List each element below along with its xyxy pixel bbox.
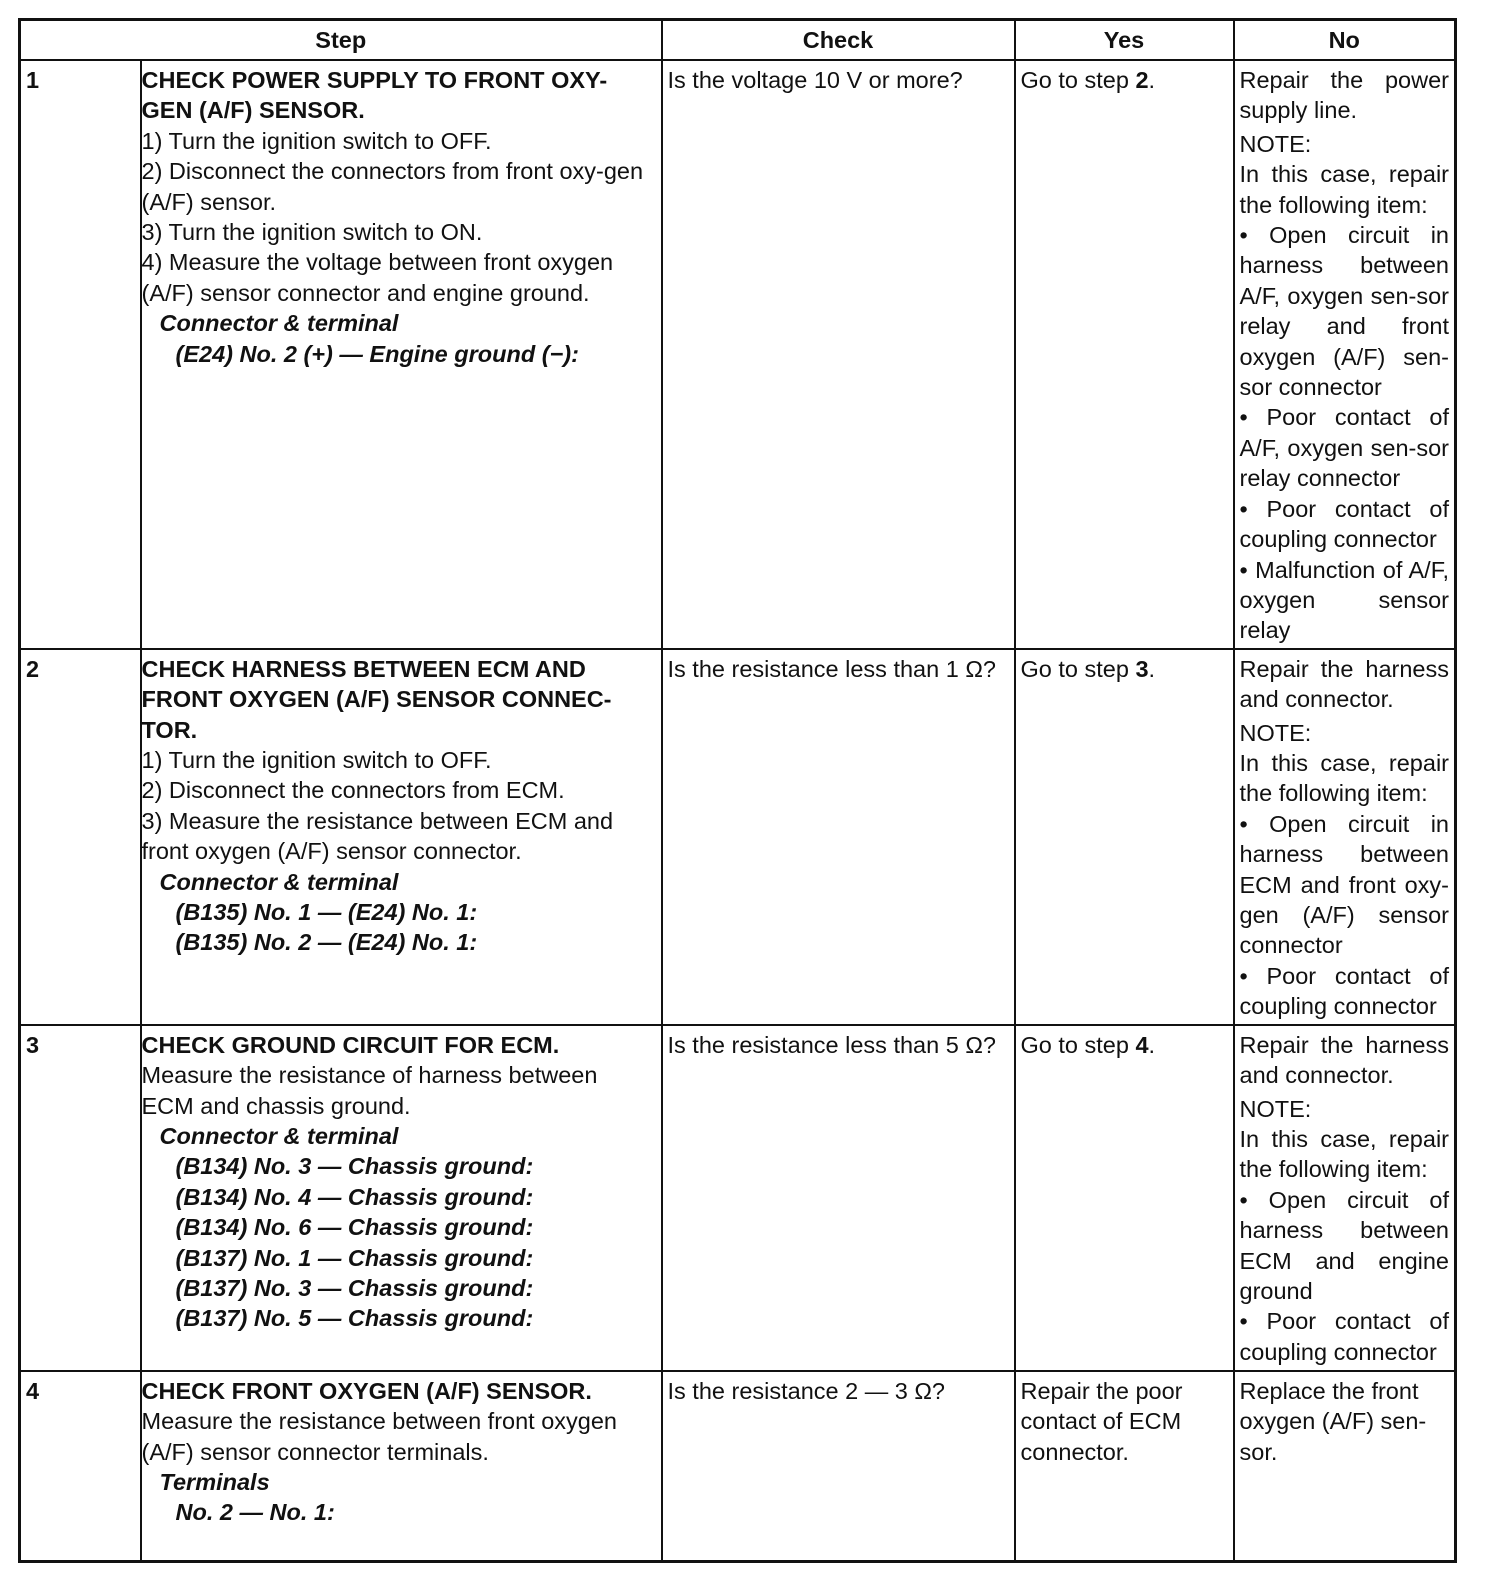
table-row — [20, 1025, 1456, 1371]
yes-step-ref: 4 — [1135, 1031, 1149, 1058]
step-instruction: 4) Measure the voltage between front oxygen (A/F) sensor connector and engine ground. — [141, 249, 614, 306]
terminal-spec: No. 2 — No. 1: — [175, 1499, 335, 1526]
yes-cell — [1015, 60, 1234, 649]
check-cell: Is the voltage 10 V or more? — [662, 60, 1015, 649]
header-check: Check — [662, 20, 1015, 61]
check-cell: Is the resistance less than 1 Ω? — [662, 649, 1015, 1025]
no-cell — [1234, 60, 1456, 649]
note-item: • Poor contact of coupling connector — [1239, 1308, 1449, 1365]
step-description — [141, 1025, 662, 1371]
note-intro: In this case, repair the following item: — [1239, 749, 1449, 807]
step-instruction: 1) Turn the ignition switch to OFF. — [141, 127, 492, 154]
connector-heading: Terminals — [159, 1468, 270, 1495]
note-label: NOTE: — [1239, 719, 1312, 746]
no-cell — [1234, 1025, 1456, 1371]
no-cell: Replace the front oxygen (A/F) sen-sor. — [1234, 1371, 1456, 1562]
note-label: NOTE: — [1239, 1095, 1312, 1122]
yes-step-ref: 3 — [1135, 655, 1149, 682]
terminal-spec: (B137) No. 1 — Chassis ground: — [175, 1244, 534, 1271]
note-item: • Poor contact of coupling connector — [1239, 495, 1449, 553]
step-instruction: Measure the resistance between front oxygen (A/F) sensor connector terminals. — [141, 1408, 617, 1465]
step-instruction: 1) Turn the ignition switch to OFF. — [141, 746, 492, 773]
step-title: CHECK HARNESS BETWEEN ECM AND FRONT OXYGEN (A/F) SENSOR CONNEC-TOR. — [141, 655, 612, 743]
yes-suffix: . — [1148, 1031, 1156, 1058]
diagnostic-table — [18, 18, 1457, 1563]
step-description — [141, 60, 662, 649]
yes-step-ref: 2 — [1135, 67, 1149, 93]
no-action: Repair the power supply line. — [1239, 67, 1449, 124]
header-step: Step — [20, 20, 662, 61]
terminal-spec: (B135) No. 2 — (E24) No. 1: — [175, 929, 478, 956]
step-instruction: Measure the resistance of harness between ECM and chassis ground. — [141, 1062, 598, 1119]
step-title: CHECK GROUND CIRCUIT FOR ECM. — [141, 1031, 560, 1058]
yes-cell — [1015, 1025, 1234, 1371]
note-item: • Open circuit of harness between ECM and engine ground — [1239, 1186, 1449, 1304]
terminal-spec: (B137) No. 3 — Chassis ground: — [175, 1274, 534, 1301]
header-row — [20, 20, 1456, 61]
yes-text: Go to step — [1020, 1031, 1136, 1058]
yes-suffix: . — [1148, 655, 1156, 682]
no-action: Repair the harness and connector. — [1239, 655, 1449, 713]
terminal-spec: (E24) No. 2 (+) — Engine ground (−): — [175, 340, 579, 367]
step-description — [141, 649, 662, 1025]
terminal-spec: (B134) No. 4 — Chassis ground: — [175, 1183, 534, 1210]
yes-cell — [1015, 649, 1234, 1025]
step-number: 3 — [20, 1025, 141, 1371]
step-instruction: 3) Measure the resistance between ECM and front oxygen (A/F) sensor connector. — [141, 807, 614, 865]
yes-text: Go to step — [1020, 67, 1136, 93]
header-yes: Yes — [1015, 20, 1234, 61]
note-item: • Malfunction of A/F, oxygen sensor relay — [1239, 556, 1449, 644]
step-title: CHECK POWER SUPPLY TO FRONT OXY-GEN (A/F) SENSOR. — [141, 67, 608, 124]
step-number: 2 — [20, 649, 141, 1025]
step-number: 1 — [20, 60, 141, 649]
step-title: CHECK FRONT OXYGEN (A/F) SENSOR. — [141, 1377, 592, 1404]
connector-heading: Connector & terminal — [159, 310, 399, 337]
step-instruction: 2) Disconnect the connectors from front oxy-gen (A/F) sensor. — [141, 158, 644, 215]
check-cell: Is the resistance 2 — 3 Ω? — [662, 1371, 1015, 1562]
yes-cell: Repair the poor contact of ECM connector. — [1015, 1371, 1234, 1562]
terminal-spec: (B134) No. 3 — Chassis ground: — [175, 1153, 534, 1180]
no-action: Repair the harness and connector. — [1239, 1031, 1449, 1089]
connector-heading: Connector & terminal — [159, 868, 399, 895]
table-row — [20, 60, 1456, 649]
terminal-spec: (B134) No. 6 — Chassis ground: — [175, 1214, 534, 1241]
step-description — [141, 1371, 662, 1562]
yes-suffix: . — [1148, 67, 1156, 93]
note-intro: In this case, repair the following item: — [1239, 161, 1449, 218]
note-intro: In this case, repair the following item: — [1239, 1125, 1449, 1183]
table-row — [20, 649, 1456, 1025]
note-item: • Poor contact of A/F, oxygen sen-sor relay connector — [1239, 404, 1449, 492]
step-number: 4 — [20, 1371, 141, 1562]
table-row — [20, 1371, 1456, 1562]
step-instruction: 3) Turn the ignition switch to ON. — [141, 219, 483, 246]
no-cell — [1234, 649, 1456, 1025]
note-item: • Poor contact of coupling connector — [1239, 962, 1449, 1020]
step-instruction: 2) Disconnect the connectors from ECM. — [141, 777, 565, 804]
header-no: No — [1234, 20, 1456, 61]
note-item: • Open circuit in harness between A/F, oxygen sen-sor relay and front oxygen (A/F) sen-sor connector — [1239, 222, 1449, 401]
terminal-spec: (B137) No. 5 — Chassis ground: — [175, 1305, 534, 1332]
note-item: • Open circuit in harness between ECM and front oxy-gen (A/F) sensor connector — [1239, 810, 1449, 959]
terminal-spec: (B135) No. 1 — (E24) No. 1: — [175, 898, 478, 925]
connector-heading: Connector & terminal — [159, 1122, 399, 1149]
check-cell: Is the resistance less than 5 Ω? — [662, 1025, 1015, 1371]
yes-text: Go to step — [1020, 655, 1136, 682]
note-label: NOTE: — [1239, 130, 1312, 157]
